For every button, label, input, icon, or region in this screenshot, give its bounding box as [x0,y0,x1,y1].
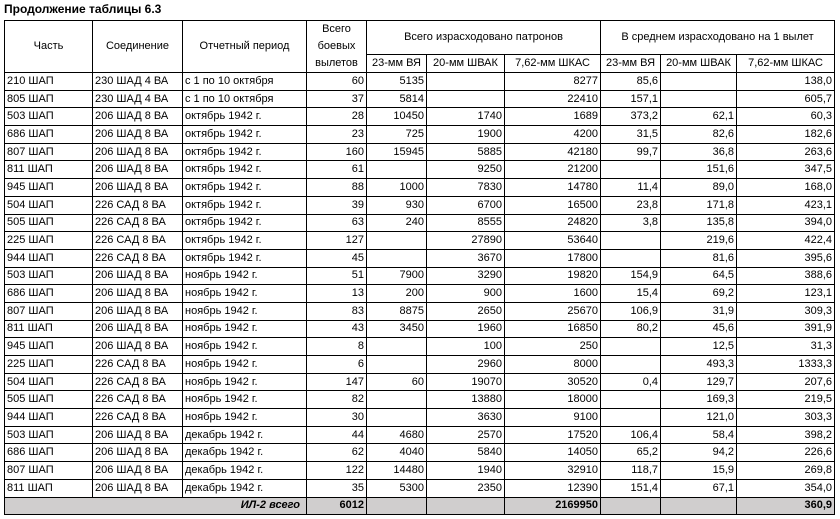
table-cell: 394,0 [737,214,835,232]
table-cell: 27890 [427,232,505,250]
table-cell: 347,5 [737,161,835,179]
table-cell: 45,6 [661,320,737,338]
table-cell: 226 САД 8 ВА [93,391,183,409]
table-cell: октябрь 1942 г. [183,126,307,144]
table-cell: 230 ШАД 4 ВА [93,90,183,108]
table-cell: 44 [307,426,367,444]
table-cell: 25670 [505,302,601,320]
table-cell: 5135 [367,73,427,91]
table-cell: 62,1 [661,108,737,126]
table-cell: 1000 [367,179,427,197]
table-cell: 9100 [505,409,601,427]
table-cell: 37 [307,90,367,108]
table-cell: 225 ШАП [5,232,93,250]
table-row [5,232,835,250]
header-sorties: Всего боевых вылетов [307,21,367,73]
header-sub-23-total: 23-мм ВЯ [367,55,427,73]
table-cell: 6 [307,356,367,374]
table-row [5,409,835,427]
table-cell: 31,5 [601,126,661,144]
table-cell: ноябрь 1942 г. [183,338,307,356]
table-cell: 309,3 [737,302,835,320]
table-cell: 1600 [505,285,601,303]
table-cell: октябрь 1942 г. [183,161,307,179]
table-cell: с 1 по 10 октября [183,90,307,108]
table-cell: 303,3 [737,409,835,427]
table-cell: 8875 [367,302,427,320]
table-cell: 200 [367,285,427,303]
header-sub-20-total: 20-мм ШВАК [427,55,505,73]
table-cell: 219,5 [737,391,835,409]
table-row [5,426,835,444]
table-cell: 2650 [427,302,505,320]
table-row [5,285,835,303]
table-cell: 493,3 [661,356,737,374]
table-cell [367,409,427,427]
table-cell: 391,9 [737,320,835,338]
total-shkas: 2169950 [505,497,601,515]
table-cell [367,249,427,267]
table-cell: 28 [307,108,367,126]
table-cell: 944 ШАП [5,249,93,267]
table-cell: 5814 [367,90,427,108]
table-cell: 122 [307,462,367,480]
table-cell: 121,0 [661,409,737,427]
table-cell: декабрь 1942 г. [183,444,307,462]
header-sub-762-avg: 7,62-мм ШКАС [737,55,835,73]
table-cell: 226 САД 8 ВА [93,356,183,374]
table-cell: 51 [307,267,367,285]
table-cell: 503 ШАП [5,267,93,285]
table-cell: 423,1 [737,196,835,214]
table-cell: 250 [505,338,601,356]
table-cell: с 1 по 10 октября [183,73,307,91]
table-cell: 4200 [505,126,601,144]
table-cell: 123,1 [737,285,835,303]
table-cell [427,90,505,108]
table-row [5,267,835,285]
table-cell: 3290 [427,267,505,285]
table-cell: 225 ШАП [5,356,93,374]
table-cell: 106,9 [601,302,661,320]
table-cell: 1689 [505,108,601,126]
table-cell: 62 [307,444,367,462]
table-cell: 45 [307,249,367,267]
table-cell: 388,6 [737,267,835,285]
table-cell: 63 [307,214,367,232]
table-cell: 686 ШАП [5,285,93,303]
table-cell: ноябрь 1942 г. [183,391,307,409]
table-cell: 14480 [367,462,427,480]
table-cell: 1333,3 [737,356,835,374]
table-cell: 22410 [505,90,601,108]
table-cell: 811 ШАП [5,161,93,179]
table-cell: ноябрь 1942 г. [183,356,307,374]
table-cell: октябрь 1942 г. [183,108,307,126]
table-cell: 219,6 [661,232,737,250]
table-cell [661,73,737,91]
table-cell: 99,7 [601,143,661,161]
total-cell [601,497,661,515]
total-row [5,497,835,515]
table-cell [367,356,427,374]
table-cell: 4040 [367,444,427,462]
table-cell: 900 [427,285,505,303]
table-cell: 65,2 [601,444,661,462]
table-cell: 1740 [427,108,505,126]
table-row [5,444,835,462]
table-body [5,73,835,498]
table-cell: 58,4 [661,426,737,444]
table-cell: 503 ШАП [5,108,93,126]
table-cell: 686 ШАП [5,126,93,144]
table-cell: октябрь 1942 г. [183,143,307,161]
table-row [5,143,835,161]
table-cell: 17800 [505,249,601,267]
table-cell: 13 [307,285,367,303]
table-cell: 206 ШАД 8 ВА [93,426,183,444]
table-cell: 226 САД 8 ВА [93,249,183,267]
table-cell [601,232,661,250]
table-cell [661,90,737,108]
table-cell: 147 [307,373,367,391]
table-row [5,479,835,497]
table-cell [601,356,661,374]
table-cell: 10450 [367,108,427,126]
table-cell: октябрь 1942 г. [183,249,307,267]
table-cell: 182,6 [737,126,835,144]
table-cell: 8277 [505,73,601,91]
table-caption: Продолжение таблицы 6.3 [4,2,162,16]
table-cell: 206 ШАД 8 ВА [93,108,183,126]
table-cell: 80,2 [601,320,661,338]
table-cell: 24820 [505,214,601,232]
table-cell: 39 [307,196,367,214]
table-cell [367,232,427,250]
table-cell: 206 ШАД 8 ВА [93,285,183,303]
table-row [5,90,835,108]
table-row [5,196,835,214]
table-cell: 226 САД 8 ВА [93,214,183,232]
header-period: Отчетный период [183,21,307,73]
table-cell: 206 ШАД 8 ВА [93,143,183,161]
table-cell: 6700 [427,196,505,214]
table-cell: 53640 [505,232,601,250]
table-cell [601,161,661,179]
table-cell: 106,4 [601,426,661,444]
table-cell: 226 САД 8 ВА [93,409,183,427]
total-sorties: 6012 [307,497,367,515]
table-cell: 12390 [505,479,601,497]
table-cell: 207,6 [737,373,835,391]
header-total-group: Всего израсходовано патронов [367,21,601,55]
table-cell: 944 ШАП [5,409,93,427]
table-cell: 206 ШАД 8 ВА [93,479,183,497]
total-cell [661,497,737,515]
table-cell: 100 [427,338,505,356]
table-cell: 8555 [427,214,505,232]
table-cell: 42180 [505,143,601,161]
table-cell: 945 ШАП [5,338,93,356]
table-cell: 3,8 [601,214,661,232]
table-cell: 1940 [427,462,505,480]
table-cell: 32910 [505,462,601,480]
total-cell [367,497,427,515]
table-cell: 15,4 [601,285,661,303]
table-cell: 1960 [427,320,505,338]
table-row [5,73,835,91]
table-cell: 138,0 [737,73,835,91]
table-cell: 69,2 [661,285,737,303]
table-cell: 36,8 [661,143,737,161]
table-cell: 61 [307,161,367,179]
table-cell: 504 ШАП [5,196,93,214]
table-cell: 81,6 [661,249,737,267]
table-cell: 16850 [505,320,601,338]
table-cell: октябрь 1942 г. [183,196,307,214]
table-cell: ноябрь 1942 г. [183,409,307,427]
table-cell: 17520 [505,426,601,444]
table-cell: 210 ШАП [5,73,93,91]
table-cell: 11,4 [601,179,661,197]
table-cell [367,161,427,179]
table-cell: 226 САД 8 ВА [93,373,183,391]
table-cell: 8 [307,338,367,356]
table-cell: 2570 [427,426,505,444]
table-cell: 807 ШАП [5,143,93,161]
table-cell: 19820 [505,267,601,285]
table-cell: 503 ШАП [5,426,93,444]
table-cell: 82,6 [661,126,737,144]
table-cell: 23 [307,126,367,144]
table-cell: 505 ШАП [5,391,93,409]
table-cell: 7900 [367,267,427,285]
table-cell: 3630 [427,409,505,427]
table-cell: ноябрь 1942 г. [183,285,307,303]
table-cell: 2960 [427,356,505,374]
table-cell: 171,8 [661,196,737,214]
table-cell: 35 [307,479,367,497]
table-cell: 0,4 [601,373,661,391]
table-cell: 422,4 [737,232,835,250]
table-cell: 7830 [427,179,505,197]
table-cell [601,249,661,267]
table-cell: 151,4 [601,479,661,497]
table-cell: 2350 [427,479,505,497]
table-cell: 15,9 [661,462,737,480]
table-cell: 21200 [505,161,601,179]
table-cell: 395,6 [737,249,835,267]
table-cell: 5840 [427,444,505,462]
table-cell: 206 ШАД 8 ВА [93,126,183,144]
table-cell: 160 [307,143,367,161]
table-cell: 505 ШАП [5,214,93,232]
table-cell: 18000 [505,391,601,409]
table-row [5,391,835,409]
table-cell: 31,3 [737,338,835,356]
table-cell: 206 ШАД 8 ВА [93,444,183,462]
table-cell: 82 [307,391,367,409]
table-cell: 154,9 [601,267,661,285]
table-cell: 206 ШАД 8 ВА [93,267,183,285]
total-cell [427,497,505,515]
table-cell: 151,6 [661,161,737,179]
table-row [5,320,835,338]
table-cell: 60 [307,73,367,91]
table-cell: октябрь 1942 г. [183,214,307,232]
table-cell: 67,1 [661,479,737,497]
table-cell: 226 САД 8 ВА [93,232,183,250]
table-row [5,214,835,232]
table-cell: 60 [367,373,427,391]
table-row [5,462,835,480]
table-cell: 118,7 [601,462,661,480]
table-cell: 811 ШАП [5,479,93,497]
table-cell: 3670 [427,249,505,267]
table-cell: декабрь 1942 г. [183,479,307,497]
table-row [5,126,835,144]
table-cell: декабрь 1942 г. [183,462,307,480]
table-cell: 206 ШАД 8 ВА [93,320,183,338]
table-cell: 14780 [505,179,601,197]
table-cell [367,391,427,409]
table-cell: 230 ШАД 4 ВА [93,73,183,91]
table-cell: 30520 [505,373,601,391]
header-sub-23-avg: 23-мм ВЯ [601,55,661,73]
table-cell: 206 ШАД 8 ВА [93,161,183,179]
table-cell: 263,6 [737,143,835,161]
table-cell: 85,6 [601,73,661,91]
table-cell: 373,2 [601,108,661,126]
table-cell [367,338,427,356]
table-cell: 5885 [427,143,505,161]
table-cell: 930 [367,196,427,214]
table-cell [427,73,505,91]
table-cell: декабрь 1942 г. [183,426,307,444]
table-row [5,179,835,197]
table-cell: 226 САД 8 ВА [93,196,183,214]
table-cell: 31,9 [661,302,737,320]
table-cell: октябрь 1942 г. [183,179,307,197]
table-cell: 8000 [505,356,601,374]
table-cell: 43 [307,320,367,338]
table-cell: 12,5 [661,338,737,356]
table-cell: 9250 [427,161,505,179]
table-cell: ноябрь 1942 г. [183,320,307,338]
table-cell: ноябрь 1942 г. [183,373,307,391]
table-cell: 1900 [427,126,505,144]
table-cell: 30 [307,409,367,427]
table-cell: 269,8 [737,462,835,480]
table-cell: 15945 [367,143,427,161]
header-sub-762-total: 7,62-мм ШКАС [505,55,601,73]
table-cell [601,391,661,409]
table-cell: 16500 [505,196,601,214]
table-row [5,373,835,391]
table-cell: 3450 [367,320,427,338]
table-cell: 504 ШАП [5,373,93,391]
table-cell: 206 ШАД 8 ВА [93,302,183,320]
table-cell: 94,2 [661,444,737,462]
table-cell: 4680 [367,426,427,444]
table-cell: 807 ШАП [5,462,93,480]
table-cell: 88 [307,179,367,197]
table-row [5,356,835,374]
table-cell: 206 ШАД 8 ВА [93,462,183,480]
table-cell [601,338,661,356]
table-row [5,249,835,267]
ammo-table [4,20,835,515]
table-cell: 157,1 [601,90,661,108]
table-cell: 23,8 [601,196,661,214]
header-unit: Часть [5,21,93,73]
header-avg-group: В среднем израсходовано на 1 вылет [601,21,835,55]
table-cell: 226,6 [737,444,835,462]
table-cell: 686 ШАП [5,444,93,462]
table-cell: 83 [307,302,367,320]
table-cell: 240 [367,214,427,232]
table-row [5,338,835,356]
table-cell: 398,2 [737,426,835,444]
table-cell: 127 [307,232,367,250]
table-cell [601,409,661,427]
table-cell: ноябрь 1942 г. [183,267,307,285]
table-row [5,161,835,179]
table-cell: октябрь 1942 г. [183,232,307,250]
table-cell: 13880 [427,391,505,409]
table-cell: 354,0 [737,479,835,497]
table-cell: 168,0 [737,179,835,197]
table-cell: 89,0 [661,179,737,197]
table-row [5,302,835,320]
table-cell: 945 ШАП [5,179,93,197]
table-cell: 5300 [367,479,427,497]
table-cell: 805 ШАП [5,90,93,108]
table-cell: 811 ШАП [5,320,93,338]
table-cell: 19070 [427,373,505,391]
table-cell: 64,5 [661,267,737,285]
table-cell: 725 [367,126,427,144]
table-cell: 129,7 [661,373,737,391]
total-label: ИЛ-2 всего [5,497,307,515]
table-cell: 135,8 [661,214,737,232]
table-cell: 169,3 [661,391,737,409]
table-cell: 807 ШАП [5,302,93,320]
table-cell: ноябрь 1942 г. [183,302,307,320]
total-shkas-avg: 360,9 [737,497,835,515]
header-formation: Соединение [93,21,183,73]
table-cell: 206 ШАД 8 ВА [93,179,183,197]
table-cell: 60,3 [737,108,835,126]
table-cell: 206 ШАД 8 ВА [93,338,183,356]
table-cell: 605,7 [737,90,835,108]
table-cell: 14050 [505,444,601,462]
table-row [5,108,835,126]
header-sub-20-avg: 20-мм ШВАК [661,55,737,73]
